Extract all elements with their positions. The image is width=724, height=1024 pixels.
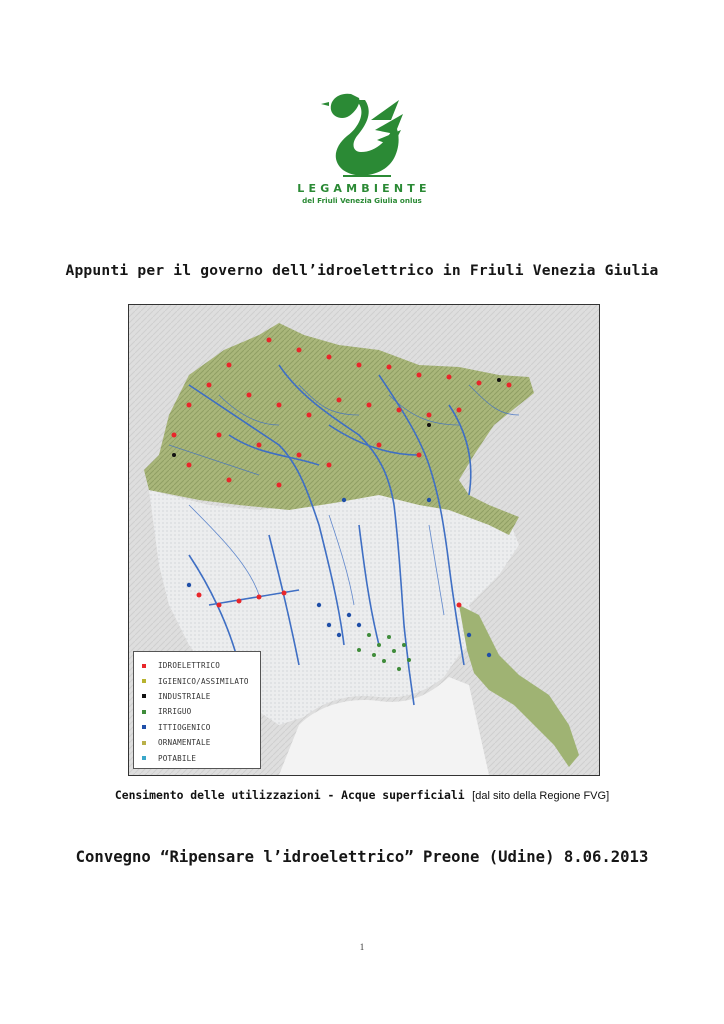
conference-subtitle: Convegno “Ripensare l’idroelettrico” Preone (Udine) 8.06.2013 — [75, 848, 649, 866]
legend-item — [142, 689, 260, 704]
legend-item — [142, 658, 260, 673]
page-number: 1 — [359, 942, 365, 952]
legend-marker — [142, 679, 146, 683]
logo-subtitle: del Friuli Venezia Giulia onlus — [302, 196, 422, 205]
legend-label: INDUSTRIALE — [158, 691, 211, 701]
legend-label: IDROELETTRICO — [158, 661, 221, 671]
legend-label: IRRIGUO — [158, 707, 192, 717]
region-map — [128, 304, 600, 776]
legend-label: POTABILE — [158, 753, 197, 763]
map-caption — [0, 788, 724, 802]
caption-source-note: [dal sito della Regione FVG] — [472, 790, 610, 802]
document-title: Appunti per il governo dell’idroelettrico in Friuli Venezia Giulia — [65, 262, 659, 279]
logo-name: LEGAMBIENTE — [297, 182, 431, 195]
legend-marker — [142, 664, 146, 668]
legend-marker — [142, 756, 146, 760]
swan-logo-icon — [321, 90, 403, 180]
legend-marker — [142, 694, 146, 698]
legend-item — [142, 704, 260, 719]
legend-item — [142, 735, 260, 750]
legend-item — [142, 673, 260, 688]
caption-main: Censimento delle utilizzazioni - Acque superficiali — [114, 788, 465, 802]
legend-label: IGIENICO/ASSIMILATO — [158, 676, 249, 686]
legend-item — [142, 720, 260, 735]
legend-label: ITTIOGENICO — [158, 722, 211, 732]
legend-marker — [142, 710, 146, 714]
legambiente-logo — [292, 90, 432, 225]
legend-marker — [142, 725, 146, 729]
legend-marker — [142, 741, 146, 745]
legend-label: ORNAMENTALE — [158, 738, 211, 748]
legend-item — [142, 750, 260, 765]
map-legend — [133, 651, 261, 769]
